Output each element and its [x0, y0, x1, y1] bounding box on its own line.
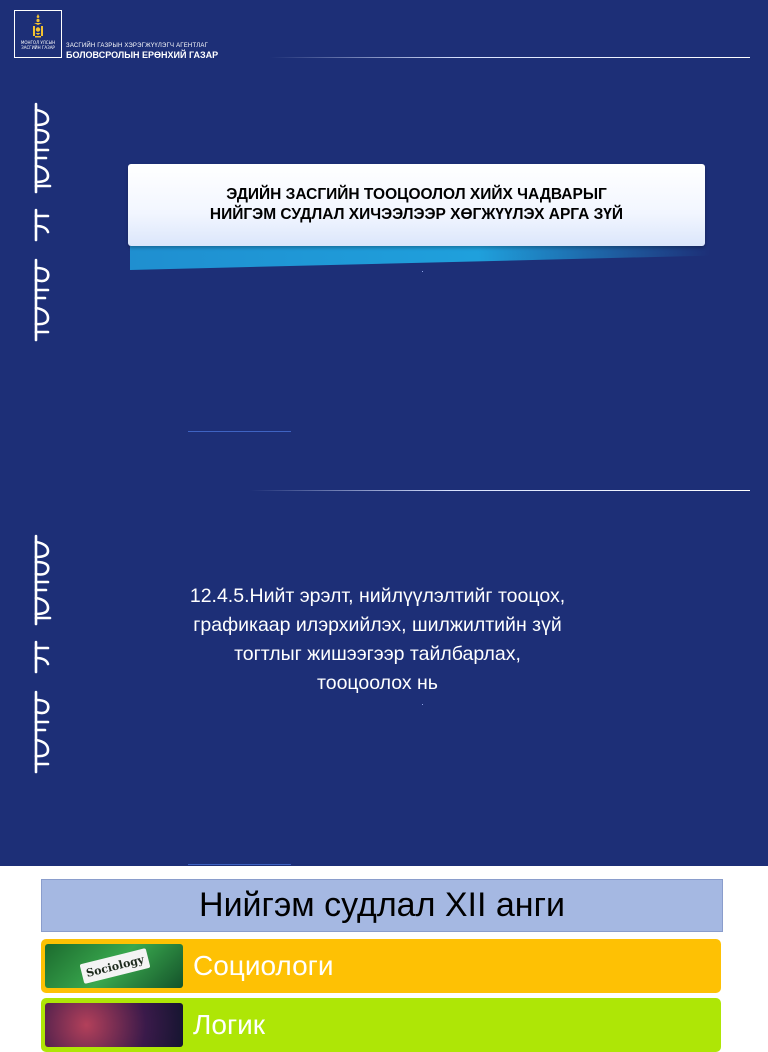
header-divider	[270, 57, 750, 58]
learning-objective	[130, 582, 625, 698]
mongolian-script-decoration	[22, 100, 66, 350]
agency-name	[66, 42, 218, 60]
decor-dot	[422, 271, 423, 272]
decor-dot	[422, 704, 423, 705]
grade-heading	[41, 879, 723, 932]
objective-line-3: тогтлыг жишээгээр тайлбарлах,	[234, 643, 521, 665]
presentation-title	[128, 164, 705, 246]
sociology-thumbnail	[45, 944, 183, 988]
title-line-2: НИЙГЭМ СУДЛАЛ ХИЧЭЭЛЭЭР ХӨГЖҮҮЛЭХ АРГА ЗҮЙ	[209, 206, 624, 223]
subject-logic-button[interactable]	[41, 998, 721, 1052]
agency-line2: БОЛОВСРОЛЫН ЕРӨНХИЙ ГАЗАР	[66, 50, 219, 60]
header-divider	[250, 490, 750, 491]
subject-label: Социологи	[193, 950, 334, 981]
agency-line1: ЗАСГИЙН ГАЗРЫН ХЭРЭГЖҮҮЛЭГЧ АГЕНТЛАГ	[66, 43, 208, 49]
objective-slide	[0, 432, 768, 866]
title-accent-band	[130, 246, 710, 270]
objective-line-2: графикаар илэрхийлэх, шилжилтийн зүй	[193, 614, 562, 636]
slide-underline	[188, 864, 291, 865]
logic-thumbnail	[45, 1003, 183, 1047]
soyombo-icon	[28, 14, 48, 38]
title-slide	[0, 0, 768, 432]
mongolian-script-decoration	[22, 532, 66, 782]
subject-sociology-button[interactable]	[41, 939, 721, 993]
objective-line-4: тооцоолох нь	[317, 672, 438, 694]
logo-caption: МОНГОЛ УЛСЫН ЗАСГИЙН ГАЗАР	[20, 40, 56, 50]
vertical-script-icon	[22, 532, 66, 782]
sociology-tag: Sociology	[80, 948, 151, 984]
soyombo-logo	[14, 10, 62, 58]
objective-line-1: 12.4.5.Нийт эрэлт, нийлүүлэлтийг тооцох,	[189, 585, 566, 607]
course-menu	[0, 866, 768, 1040]
title-line-1: ЭДИЙН ЗАСГИЙН ТООЦООЛОЛ ХИЙХ ЧАДВАРЫГ	[226, 186, 607, 203]
grade-label: Нийгэм судлал XII анги	[199, 886, 565, 924]
vertical-script-icon	[22, 100, 66, 350]
subject-label: Логик	[193, 1009, 266, 1040]
